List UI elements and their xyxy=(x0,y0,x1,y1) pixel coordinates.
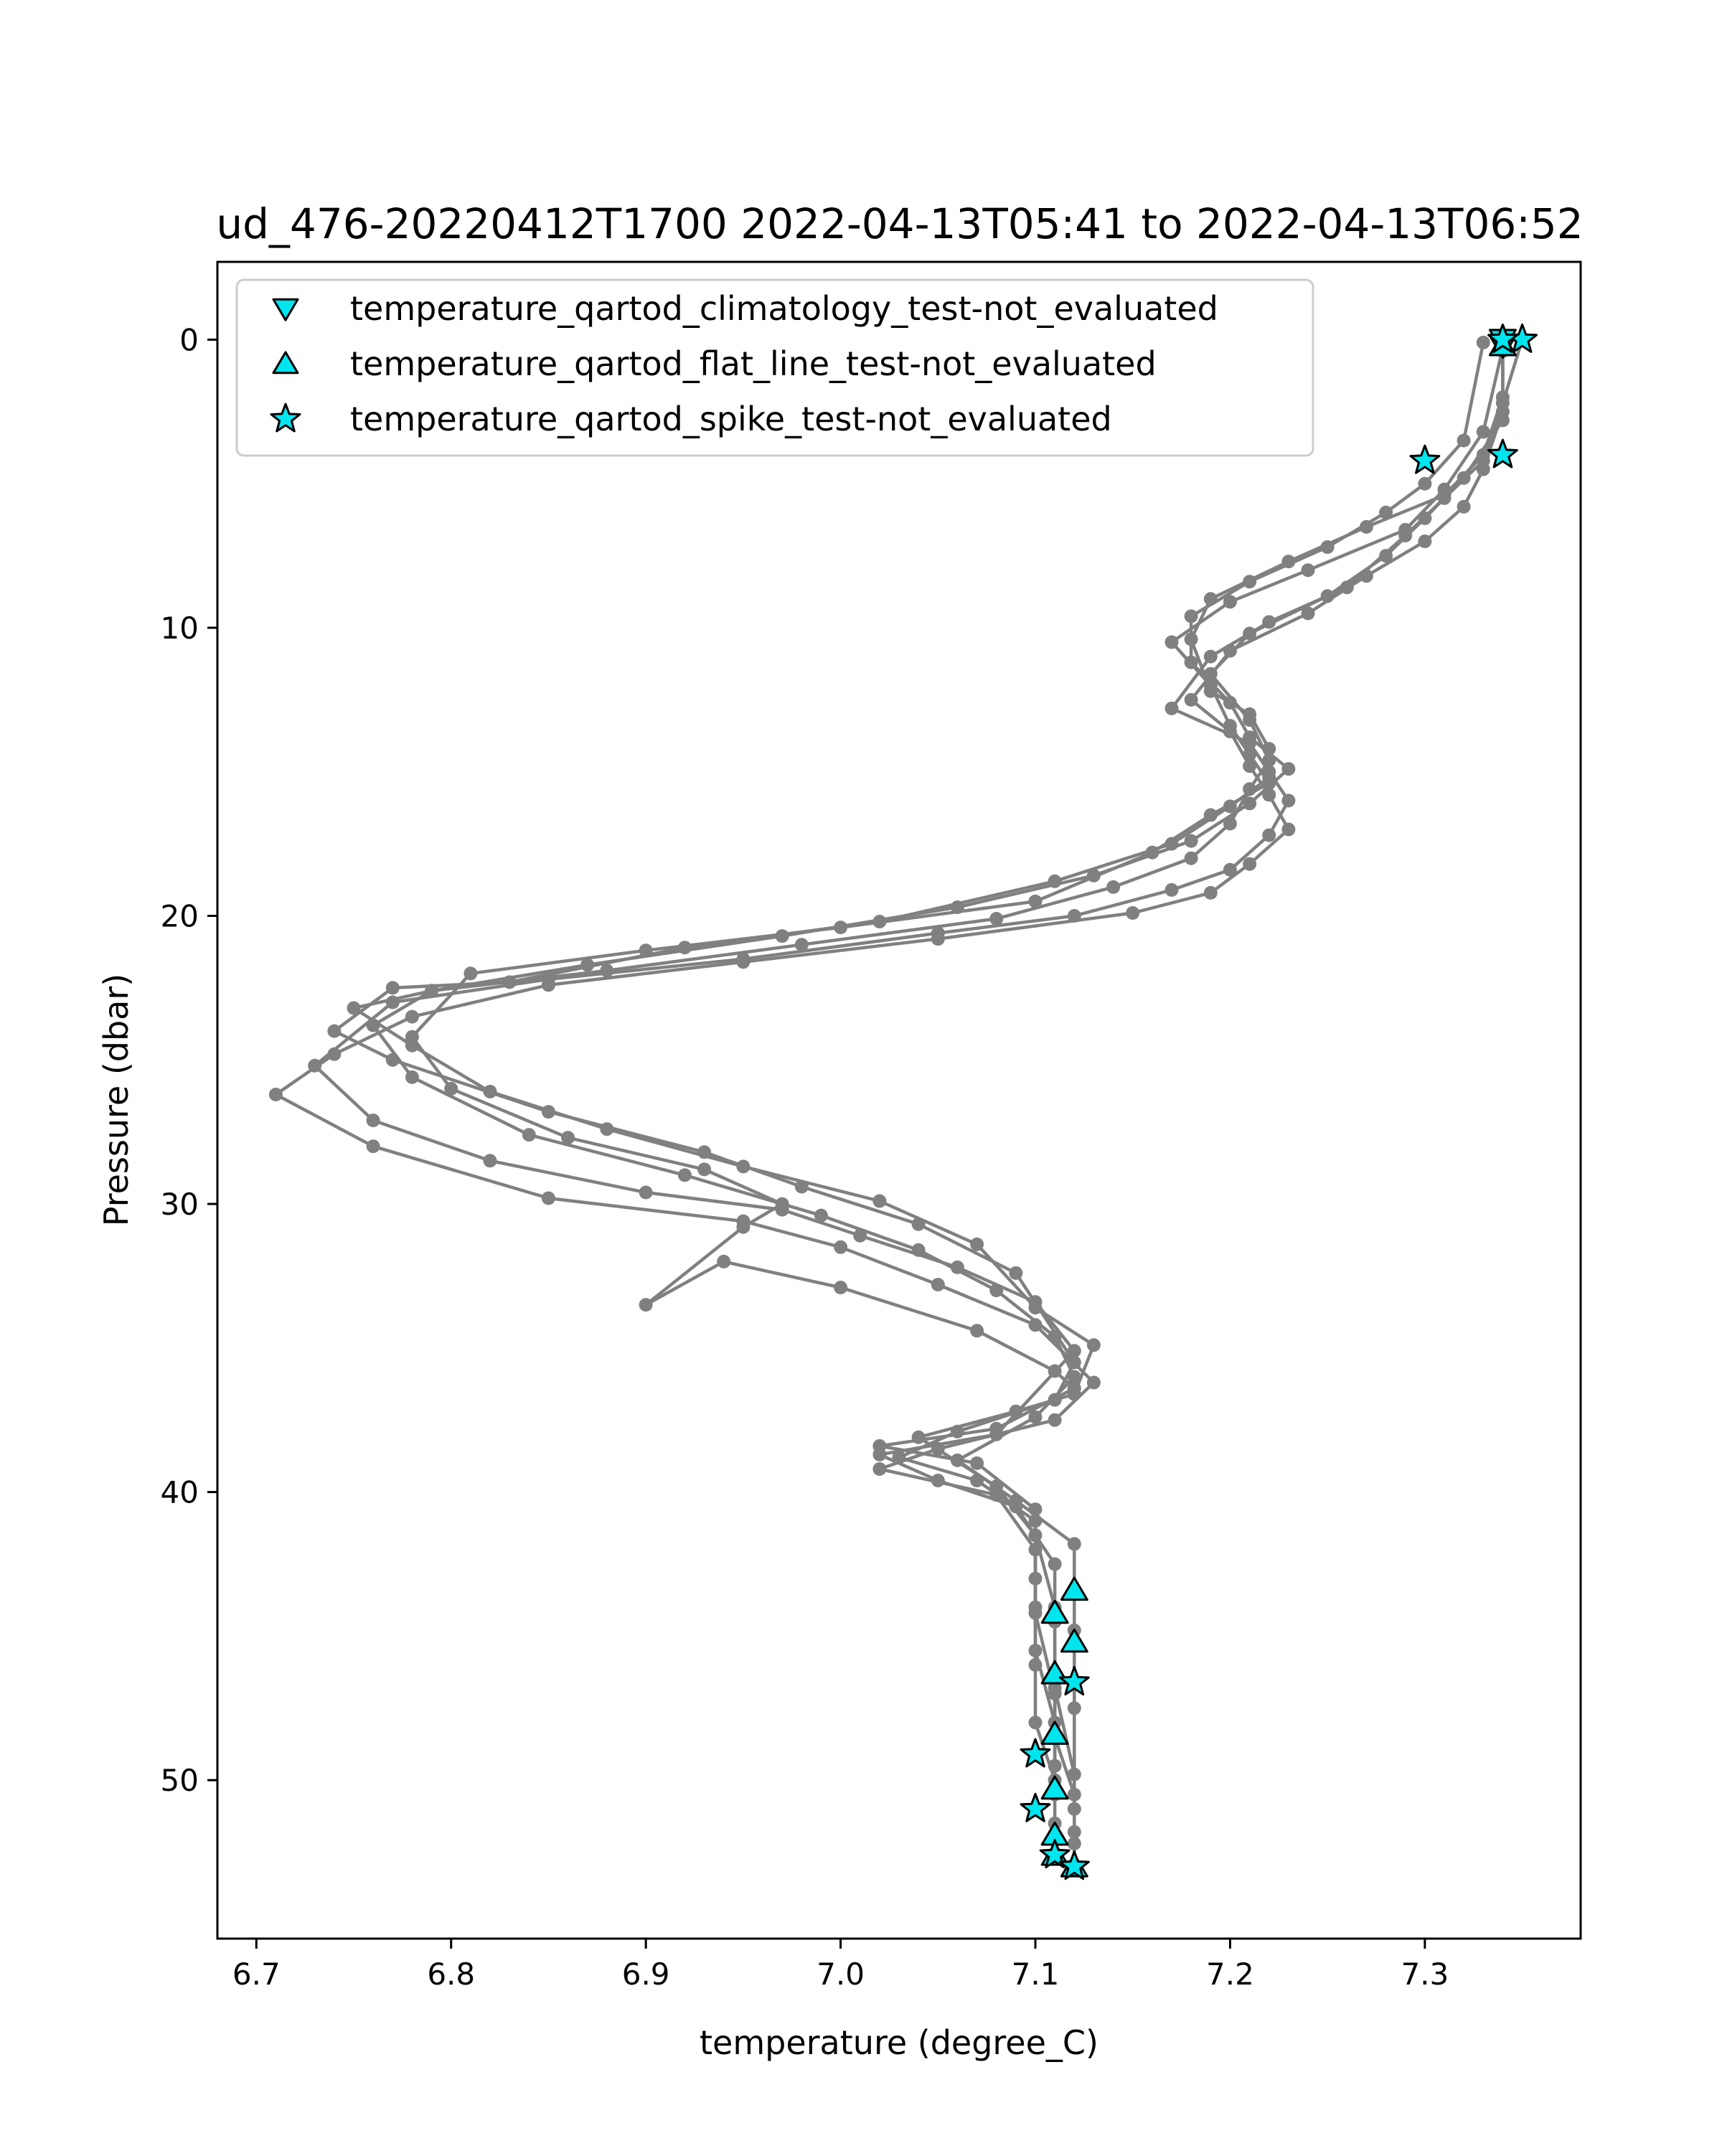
profile-point xyxy=(872,1195,886,1208)
profile-point xyxy=(444,1082,458,1096)
profile-point xyxy=(405,1039,419,1053)
profile-point xyxy=(600,964,613,977)
profile-point xyxy=(1048,1413,1062,1427)
x-tick-label: 7.1 xyxy=(1011,1957,1060,1992)
profile-point xyxy=(1029,1715,1043,1729)
profile-point xyxy=(1048,1558,1062,1571)
profile-point xyxy=(1281,823,1295,837)
profile-point xyxy=(1048,1759,1062,1773)
profile-point xyxy=(1029,895,1043,908)
profile-point xyxy=(484,1085,497,1098)
profile-point xyxy=(1185,834,1198,848)
profile-point xyxy=(678,1168,692,1182)
profile-point xyxy=(1281,794,1295,807)
x-tick-label: 6.7 xyxy=(232,1957,281,1992)
profile-point xyxy=(814,1209,828,1223)
y-tick-label: 0 xyxy=(179,322,199,358)
profile-point xyxy=(989,1422,1003,1436)
profile-point xyxy=(580,958,594,971)
profile-point xyxy=(1029,1644,1043,1657)
profile-point xyxy=(1068,1388,1081,1401)
legend-label: temperature_qartod_climatology_test-not_evaluated xyxy=(350,289,1218,328)
profile-point xyxy=(1087,1376,1101,1390)
x-axis-label: temperature (degree_C) xyxy=(700,2023,1098,2062)
profile-point xyxy=(1379,549,1393,562)
profile-point xyxy=(970,1456,984,1470)
profile-point xyxy=(1009,1266,1022,1280)
profile-point xyxy=(989,912,1003,926)
x-tick-label: 7.3 xyxy=(1401,1957,1449,1992)
profile-point xyxy=(970,1238,984,1251)
profile-point xyxy=(522,1128,536,1141)
profile-point xyxy=(425,984,438,997)
y-axis-label: Pressure (dbar) xyxy=(97,973,136,1227)
profile-point xyxy=(736,1159,750,1173)
profile-point xyxy=(1009,1405,1022,1418)
profile-point xyxy=(1029,1301,1043,1314)
profile-point xyxy=(1477,336,1490,349)
profile-point xyxy=(931,1474,945,1487)
profile-point xyxy=(1243,857,1256,871)
profile-point xyxy=(1068,1701,1081,1715)
profile-point xyxy=(1457,500,1471,514)
profile-point xyxy=(1068,1537,1081,1550)
profile-point xyxy=(269,1088,283,1101)
profile-point xyxy=(1438,489,1452,502)
y-tick-label: 50 xyxy=(160,1763,199,1799)
profile-point xyxy=(697,1162,711,1176)
profile-point xyxy=(1068,909,1081,923)
profile-point xyxy=(1185,852,1198,865)
profile-point xyxy=(1302,563,1315,577)
profile-point xyxy=(1029,1606,1043,1620)
profile-point xyxy=(347,1002,361,1015)
profile-point xyxy=(1418,535,1431,548)
profile-point xyxy=(1223,719,1237,733)
profile-point xyxy=(834,1241,847,1254)
profile-point xyxy=(1087,1338,1101,1352)
profile-point xyxy=(639,1298,653,1312)
profile-point xyxy=(1126,906,1139,920)
profile-point xyxy=(386,1053,400,1067)
y-tick-label: 10 xyxy=(160,610,199,646)
profile-point xyxy=(893,1451,906,1464)
x-tick-label: 6.8 xyxy=(427,1957,476,1992)
profile-point xyxy=(1243,627,1256,641)
y-tick-label: 20 xyxy=(160,898,199,934)
profile-point xyxy=(736,1220,750,1234)
profile-point xyxy=(1165,636,1179,649)
profile-point xyxy=(912,1243,926,1257)
profile-point xyxy=(776,1197,789,1211)
legend xyxy=(237,280,1313,456)
profile-point xyxy=(912,1431,926,1444)
profile-point xyxy=(464,966,477,980)
profile-point xyxy=(717,1255,730,1268)
profile-point xyxy=(405,1010,419,1024)
profile-point xyxy=(970,1324,984,1337)
profile-point xyxy=(1262,829,1276,842)
profile-point xyxy=(1243,730,1256,744)
profile-point xyxy=(367,1114,380,1127)
profile-point xyxy=(931,1278,945,1291)
profile-point xyxy=(327,1025,341,1038)
chart-title: ud_476-20220412T1700 2022-04-13T05:41 to 2022-04-13T06:52 xyxy=(216,199,1584,248)
profile-point xyxy=(561,1131,575,1144)
profile-point xyxy=(386,981,400,994)
profile-point xyxy=(1106,880,1120,894)
profile-point xyxy=(1243,796,1256,810)
profile-point xyxy=(600,1122,613,1136)
y-tick-label: 40 xyxy=(160,1474,199,1510)
profile-point xyxy=(1379,506,1393,519)
profile-point xyxy=(639,1186,653,1200)
x-tick-label: 7.0 xyxy=(817,1957,865,1992)
profile-point xyxy=(951,900,964,914)
profile-point xyxy=(308,1059,321,1073)
profile-point xyxy=(1185,609,1198,623)
profile-point xyxy=(1243,707,1256,721)
profile-point xyxy=(1165,702,1179,715)
profile-point xyxy=(1068,1355,1081,1369)
profile-point xyxy=(834,1281,847,1294)
profile-point xyxy=(795,938,809,951)
profile-point xyxy=(1223,696,1237,710)
profile-point xyxy=(405,1070,419,1084)
legend-label: temperature_qartod_spike_test-not_evaluated xyxy=(350,400,1112,438)
profile-point xyxy=(1321,589,1335,603)
y-tick-label: 30 xyxy=(160,1187,199,1223)
profile-point xyxy=(1243,748,1256,761)
profile-point xyxy=(872,1439,886,1453)
profile-point xyxy=(1496,390,1510,404)
profile-point xyxy=(1321,540,1335,554)
profile-point xyxy=(1029,1514,1043,1527)
profile-point xyxy=(1029,1528,1043,1542)
profile-point xyxy=(1068,1837,1081,1850)
profile-point xyxy=(1457,434,1471,448)
profile-point xyxy=(1398,523,1412,537)
x-tick-label: 7.2 xyxy=(1206,1957,1254,1992)
legend-label: temperature_qartod_flat_line_test-not_evaluated xyxy=(350,344,1157,383)
profile-point xyxy=(1048,1365,1062,1378)
profile-point xyxy=(989,1284,1003,1297)
profile-point xyxy=(1204,650,1218,664)
profile-point xyxy=(1165,883,1179,897)
profile-point xyxy=(484,1154,497,1167)
profile-point xyxy=(542,1192,555,1205)
profile-point xyxy=(1243,575,1256,588)
profile-point xyxy=(872,1462,886,1476)
profile-point xyxy=(367,1139,380,1153)
profile-point xyxy=(1281,762,1295,776)
profile-point xyxy=(1418,477,1431,491)
profile-point xyxy=(1068,1768,1081,1781)
profile-point xyxy=(776,929,789,943)
profile-point xyxy=(1087,869,1101,882)
profile-point xyxy=(989,1479,1003,1493)
profile-point xyxy=(1185,656,1198,669)
profile-point xyxy=(1223,863,1237,877)
profile-point xyxy=(1204,886,1218,900)
x-tick-label: 6.9 xyxy=(621,1957,670,1992)
profile-point xyxy=(1185,693,1198,707)
